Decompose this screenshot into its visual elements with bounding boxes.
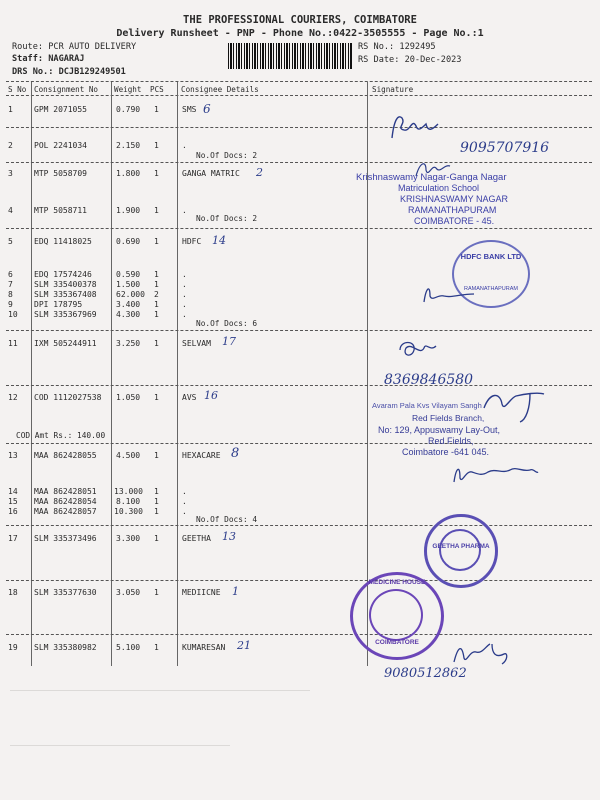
- handwritten-phone: 9080512862: [384, 666, 467, 681]
- signature-mark: [480, 388, 550, 428]
- cell-consignee: GANGA MATRIC: [182, 169, 240, 178]
- row-separator: [6, 162, 592, 163]
- stamp-avs-line: Avaram Pala Kvs Vilayam Sangh: [372, 401, 482, 410]
- cell-consignee: GEETHA: [182, 534, 211, 543]
- cell-consignment: COD 1112027538: [34, 393, 102, 402]
- handwritten-count: 2: [256, 166, 263, 179]
- col-header-pcs: PCS: [150, 85, 164, 94]
- cell-consignment: SLM 335377630: [34, 588, 97, 597]
- row-separator: [6, 228, 592, 229]
- stamp-avs-line: No: 129, Appuswamy Lay-Out,: [378, 425, 501, 435]
- cell-consignment: MAA 862428054: [34, 497, 97, 506]
- stamp-medicine-house: [350, 572, 444, 660]
- cell-pcs: 1: [154, 300, 159, 309]
- handwritten-count: 21: [237, 639, 251, 652]
- stamp-geetha: [424, 514, 498, 588]
- stamp-avs-line: Coimbatore -641 045.: [402, 447, 490, 457]
- cell-consignment: MAA 862428051: [34, 487, 97, 496]
- bleed-through-line: [10, 690, 310, 691]
- row-separator: [6, 634, 592, 635]
- cell-weight: 5.100: [116, 643, 141, 652]
- barcode: [228, 43, 352, 69]
- cell-sno: 6: [8, 270, 13, 279]
- cell-pcs: 1: [154, 206, 159, 215]
- stamp-medicine-text: MEDICINE HOUSE: [368, 579, 426, 586]
- cell-weight: 3.250: [116, 339, 141, 348]
- col-divider: [111, 82, 112, 666]
- cell-weight: 10.300: [114, 507, 143, 516]
- cell-consignee: .: [182, 141, 187, 150]
- col-divider: [31, 82, 32, 666]
- cell-pcs: 1: [154, 487, 159, 496]
- stamp-avs-line: Red Fields Branch,: [412, 413, 485, 423]
- cell-weight: 62.000: [116, 290, 145, 299]
- cell-sno: 5: [8, 237, 13, 246]
- stamp-medicine-city: COIMBATORE: [375, 639, 419, 646]
- cell-sno: 10: [8, 310, 18, 319]
- cell-consignment: SLM 335367969: [34, 310, 97, 319]
- cell-consignee: .: [182, 507, 187, 516]
- cell-sno: 19: [8, 643, 18, 652]
- row-separator: [6, 127, 592, 128]
- stamp-hdfc-sub: RAMANATHAPURAM: [464, 286, 518, 292]
- row-separator: [6, 525, 592, 526]
- cell-consignee: SMS: [182, 105, 197, 114]
- docs-note: No.Of Docs: 6: [196, 319, 258, 328]
- cell-consignee: .: [182, 206, 187, 215]
- cell-sno: 7: [8, 280, 13, 289]
- docs-note: No.Of Docs: 4: [196, 515, 258, 524]
- signature-mark: [452, 640, 512, 668]
- cell-pcs: 1: [154, 588, 159, 597]
- row-separator: [6, 443, 592, 444]
- cell-weight: 4.300: [116, 310, 141, 319]
- cell-consignee: .: [182, 290, 187, 299]
- handwritten-count: 1: [232, 585, 239, 598]
- cell-sno: 2: [8, 141, 13, 150]
- signature-mark: [388, 110, 448, 144]
- cell-pcs: 1: [154, 451, 159, 460]
- cell-consignee: .: [182, 487, 187, 496]
- runsheet-subtitle: Delivery Runsheet - PNP - Phone No.:0422-3505555 - Page No.:1: [116, 28, 484, 39]
- row-separator: [6, 330, 592, 331]
- col-header-consignment: Consignment No: [34, 85, 99, 94]
- cell-consignment: SLM 335380982: [34, 643, 97, 652]
- stamp-school-line: Matriculation School: [398, 183, 480, 193]
- cell-consignment: MAA 862428057: [34, 507, 97, 516]
- handwritten-count: 16: [204, 389, 218, 402]
- cell-consignee: .: [182, 270, 187, 279]
- cell-weight: 3.050: [116, 588, 141, 597]
- stamp-school-line: Krishnaswamy Nagar-Ganga Nagar: [356, 172, 507, 183]
- cell-weight: 0.790: [116, 105, 141, 114]
- handwritten-phone: 8369846580: [384, 372, 474, 388]
- row-separator: [6, 385, 592, 386]
- cell-sno: 8: [8, 290, 13, 299]
- cell-sno: 9: [8, 300, 13, 309]
- stamp-hdfc-text: HDFC BANK LTD: [460, 252, 522, 261]
- handwritten-count: 17: [222, 335, 236, 348]
- handwritten-count: 13: [222, 530, 236, 543]
- docs-note: No.Of Docs: 2: [196, 151, 258, 160]
- cod-amount: COD Amt Rs.: 140.00: [16, 431, 106, 440]
- cell-pcs: 1: [154, 507, 159, 516]
- cell-consignee: .: [182, 310, 187, 319]
- cell-weight: 8.100: [116, 497, 141, 506]
- cell-pcs: 1: [154, 169, 159, 178]
- cell-consignment: SLM 335373496: [34, 534, 97, 543]
- cell-sno: 17: [8, 534, 18, 543]
- cell-sno: 12: [8, 393, 18, 402]
- cell-consignment: POL 2241034: [34, 141, 87, 150]
- cell-sno: 16: [8, 507, 18, 516]
- table-top-rule: [6, 81, 592, 82]
- route-label: Route: PCR AUTO DELIVERY: [12, 42, 137, 52]
- stamp-avs-line: Red Fields,: [428, 436, 474, 446]
- cell-consignment: IXM 505244911: [34, 339, 97, 348]
- cell-sno: 1: [8, 105, 13, 114]
- cell-sno: 13: [8, 451, 18, 460]
- stamp-school-line: RAMANATHAPURAM: [408, 205, 497, 215]
- cell-consignee: HEXACARE: [182, 451, 221, 460]
- cell-weight: 3.400: [116, 300, 141, 309]
- cell-weight: 4.500: [116, 451, 141, 460]
- cell-pcs: 1: [154, 270, 159, 279]
- cell-pcs: 1: [154, 393, 159, 402]
- handwritten-count: 8: [231, 446, 240, 461]
- company-title: THE PROFESSIONAL COURIERS, COIMBATORE: [183, 14, 417, 26]
- signature-mark: [452, 460, 542, 488]
- rs-number: RS No.: 1292495: [358, 42, 436, 52]
- cell-consignee: SELVAM: [182, 339, 211, 348]
- cell-sno: 14: [8, 487, 18, 496]
- handwritten-phone: 9095707916: [460, 140, 550, 156]
- cell-pcs: 1: [154, 141, 159, 150]
- cell-consignee: KUMARESAN: [182, 643, 226, 652]
- cell-pcs: 1: [154, 643, 159, 652]
- cell-weight: 13.000: [114, 487, 143, 496]
- cell-consignment: SLM 335400378: [34, 280, 97, 289]
- col-divider: [177, 82, 178, 666]
- col-header-weight: Weight: [114, 85, 142, 94]
- cell-weight: 0.590: [116, 270, 141, 279]
- docs-note: No.Of Docs: 2: [196, 214, 258, 223]
- cell-pcs: 2: [154, 290, 159, 299]
- signature-mark: [420, 282, 480, 306]
- cell-pcs: 1: [154, 497, 159, 506]
- cell-consignment: SLM 335367408: [34, 290, 97, 299]
- cell-consignment: DPI 178795: [34, 300, 83, 309]
- row-separator: [6, 580, 592, 581]
- cell-weight: 1.050: [116, 393, 141, 402]
- cell-pcs: 1: [154, 237, 159, 246]
- cell-sno: 3: [8, 169, 13, 178]
- cell-consignment: EDQ 17574246: [34, 270, 92, 279]
- rs-date: RS Date: 20-Dec-2023: [358, 55, 462, 65]
- cell-consignee: MEDIICNE: [182, 588, 221, 597]
- cell-pcs: 1: [154, 105, 159, 114]
- cell-consignee: .: [182, 280, 187, 289]
- cell-weight: 1.800: [116, 169, 141, 178]
- col-header-signature: Signature: [372, 85, 414, 94]
- bleed-through-line: [10, 745, 230, 746]
- cell-consignment: GPM 2071055: [34, 105, 87, 114]
- cell-sno: 18: [8, 588, 18, 597]
- cell-consignee: .: [182, 497, 187, 506]
- staff-label: Staff: NAGARAJ: [12, 54, 85, 64]
- cell-weight: 2.150: [116, 141, 141, 150]
- cell-sno: 15: [8, 497, 18, 506]
- drs-number: DRS No.: DCJB129249501: [12, 67, 126, 77]
- stamp-inner-ring: [439, 529, 481, 571]
- cell-pcs: 1: [154, 534, 159, 543]
- stamp-school-line: KRISHNASWAMY NAGAR: [400, 194, 509, 204]
- cell-weight: 0.690: [116, 237, 141, 246]
- cell-consignee: HDFC: [182, 237, 202, 246]
- cell-pcs: 1: [154, 280, 159, 289]
- signature-mark: [396, 338, 444, 362]
- cell-sno: 11: [8, 339, 18, 348]
- stamp-school-line: COIMBATORE - 45.: [414, 216, 495, 226]
- stamp-inner-ring: [369, 589, 423, 641]
- stamp-geetha-text: GEETHA PHARMA: [432, 543, 490, 550]
- cell-consignment: MTP 5058709: [34, 169, 87, 178]
- handwritten-count: 14: [212, 234, 226, 247]
- col-header-consignee: Consignee Details: [181, 85, 259, 94]
- cell-consignee: AVS: [182, 393, 197, 402]
- cell-consignment: EDQ 11418025: [34, 237, 92, 246]
- cell-weight: 1.900: [116, 206, 141, 215]
- cell-pcs: 1: [154, 310, 159, 319]
- cell-consignment: MTP 5058711: [34, 206, 87, 215]
- cell-consignment: MAA 862428055: [34, 451, 97, 460]
- cell-consignee: .: [182, 300, 187, 309]
- cell-weight: 3.300: [116, 534, 141, 543]
- col-header-sno: S No: [8, 85, 27, 94]
- handwritten-count: 6: [203, 102, 211, 116]
- cell-weight: 1.500: [116, 280, 141, 289]
- table-row: [8, 105, 13, 114]
- table-header-rule: [6, 95, 592, 96]
- cell-pcs: 1: [154, 339, 159, 348]
- signature-mark: [414, 158, 454, 180]
- cell-sno: 4: [8, 206, 13, 215]
